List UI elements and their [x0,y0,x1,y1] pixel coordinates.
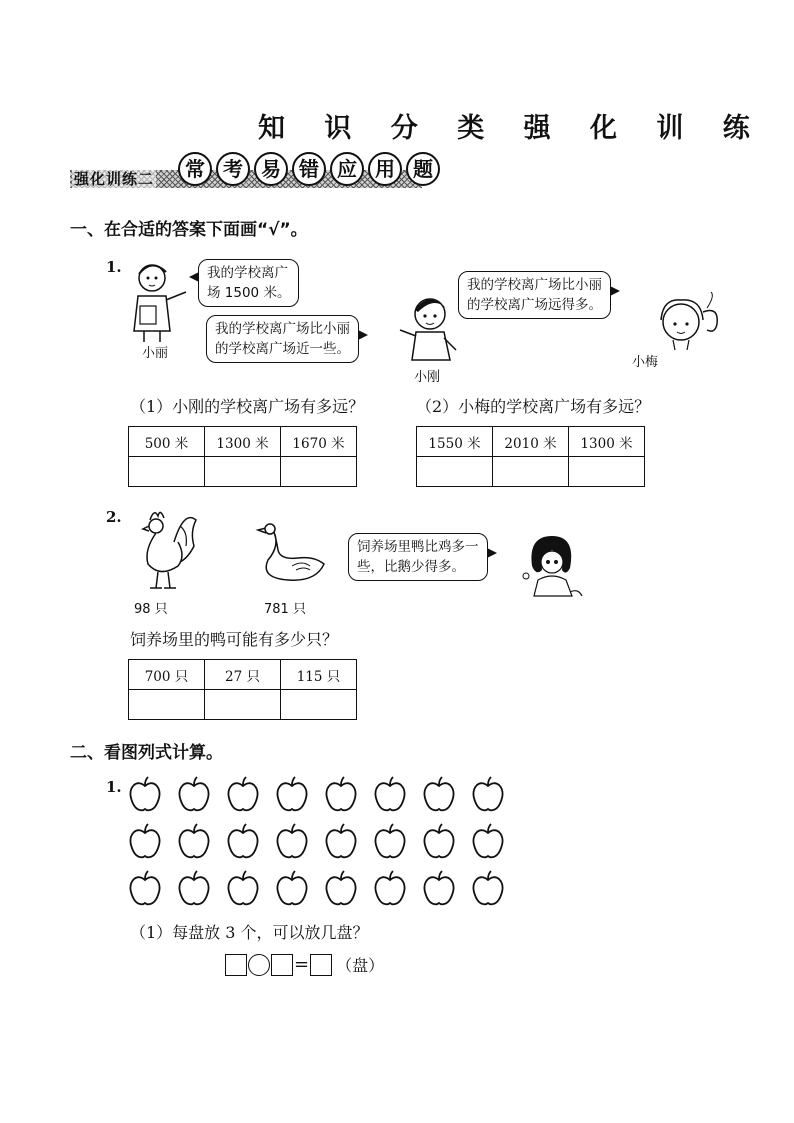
operator-circle[interactable] [248,954,270,976]
apple-icon [472,776,504,812]
banner-char: 用 [368,152,402,186]
answer-check-cell[interactable] [129,690,205,720]
apple-icon [374,823,406,859]
goose-count-label: 781 只 [264,602,306,617]
q2-question: 饲养场里的鸭可能有多少只？ [130,630,339,649]
option-cell: 1550 米 [417,427,493,457]
apple-icon [276,870,308,906]
answer-check-cell[interactable] [281,690,357,720]
apple-icon [374,776,406,812]
girl-xiaoli-illustration [128,256,188,344]
section2-heading: 二、看图列式计算。 [70,743,223,763]
apple-icon [325,870,357,906]
apple-icon [423,823,455,859]
answer-box[interactable] [271,954,293,976]
option-cell: 115 只 [281,660,357,690]
apple-icon [227,823,259,859]
banner-char: 易 [254,152,288,186]
section-banner [70,152,433,190]
answer-check-cell[interactable] [129,457,205,487]
page-title: 知 识 分 类 强 化 训 练 [258,113,765,144]
apple-icon [178,870,210,906]
speech-bubble-xiaoli: 我的学校离广 场 1500 米。 [198,259,299,307]
apple-icon [276,823,308,859]
banner-circled-title [178,152,444,186]
apple-icon [472,823,504,859]
banner-char: 考 [216,152,250,186]
apple-icon [423,776,455,812]
banner-char: 应 [330,152,364,186]
q1-sub2-answer-table [416,426,645,487]
speech-bubble-xiaogang: 我的学校离广场比小丽 的学校离广场近一些。 [206,315,359,363]
apple-icon [423,870,455,906]
speech-bubble-farm: 饲养场里鸭比鸡多一 些，比鹅少得多。 [348,533,488,581]
banner-char: 题 [406,152,440,186]
apple-icon [325,776,357,812]
q1-sub1-question: （1）小刚的学校离广场有多远？ [130,397,365,416]
answer-check-cell[interactable] [569,457,645,487]
apple-icon [129,870,161,906]
apple-icon [374,870,406,906]
answer-check-cell[interactable] [281,457,357,487]
apple-icon [178,776,210,812]
option-cell: 1300 米 [569,427,645,457]
option-cell: 1670 米 [281,427,357,457]
option-cell: 700 只 [129,660,205,690]
option-cell: 27 只 [205,660,281,690]
apple-icon [129,823,161,859]
goose-icon [254,516,328,586]
girl-farm-illustration [520,532,586,602]
answer-check-cell[interactable] [417,457,493,487]
equation-blank [225,953,384,976]
apple-icon [325,823,357,859]
answer-box[interactable] [310,954,332,976]
answer-check-cell[interactable] [493,457,569,487]
answer-box[interactable] [225,954,247,976]
answer-check-cell[interactable] [205,457,281,487]
q1-sub1-answer-table [128,426,357,487]
boy-xiaogang-illustration [396,292,462,364]
speech-bubble-xiaomei: 我的学校离广场比小丽 的学校离广场远得多。 [458,271,611,319]
banner-char: 错 [292,152,326,186]
option-cell: 2010 米 [493,427,569,457]
rooster-icon [128,506,200,592]
apple-icon [129,776,161,812]
option-cell: 1300 米 [205,427,281,457]
answer-check-cell[interactable] [205,690,281,720]
apple-icon [227,776,259,812]
section2-q1-sub1-question: （1）每盘放 3 个，可以放几盘？ [130,923,369,942]
apple-icon [276,776,308,812]
apple-icon [178,823,210,859]
q1-sub2-question: （2）小梅的学校离广场有多远？ [416,397,651,416]
chicken-count-label: 98 只 [134,602,168,617]
equals-sign: = [294,954,310,975]
girl-xiaomei-illustration [645,290,725,352]
apple-icon [472,870,504,906]
option-cell: 500 米 [129,427,205,457]
name-xiaomei: 小梅 [632,355,659,370]
q2-answer-table [128,659,357,720]
q2-number: 2. [106,508,122,526]
banner-left-text: 强化训练二 [74,170,155,188]
banner-char: 常 [178,152,212,186]
unit-label: （盘） [336,956,385,975]
section2-q1-number: 1. [106,778,122,796]
name-xiaogang: 小刚 [414,370,441,385]
name-xiaoli: 小丽 [142,346,169,361]
apple-icon [227,870,259,906]
section1-heading: 一、在合适的答案下面画“√”。 [70,220,308,240]
q1-number: 1. [106,258,122,276]
